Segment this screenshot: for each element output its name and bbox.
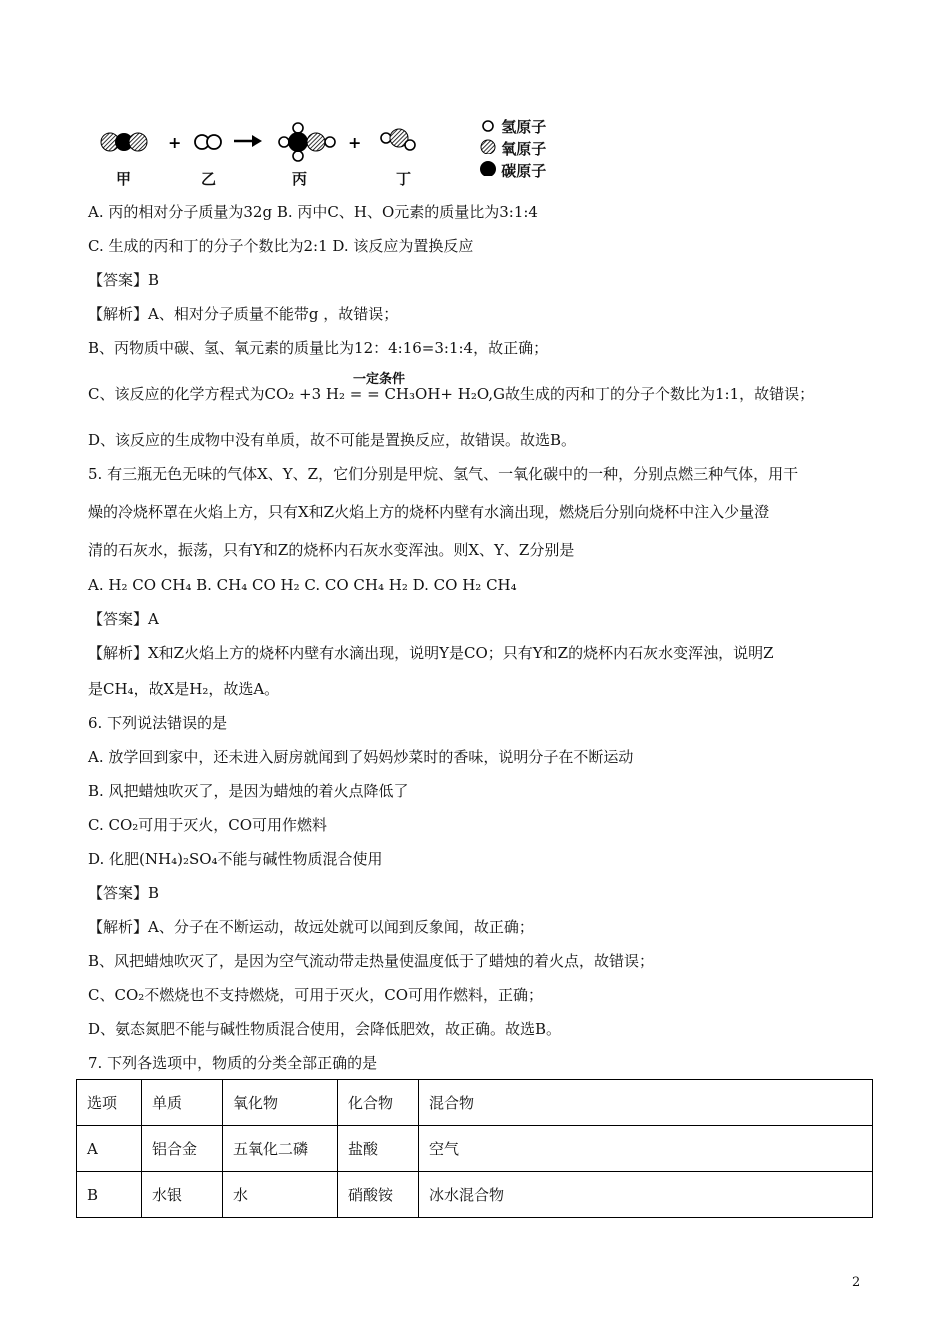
h2o-molecule <box>381 129 415 150</box>
label-ding: 丁 <box>396 170 412 188</box>
label-yi: 乙 <box>201 170 217 188</box>
table-header-cell: 化合物 <box>338 1080 419 1126</box>
legend-oxygen: 氧原子 <box>480 138 546 160</box>
classification-table <box>76 1079 873 1218</box>
table-cell: 水 <box>223 1172 338 1218</box>
table-header-cell: 混合物 <box>419 1080 873 1126</box>
oxygen-atom-icon <box>480 138 496 154</box>
option-line: A. H₂ CO CH₄ B. CH₄ CO H₂ C. CO CH₄ H₂ D. CO H₂ CH₄ <box>88 576 517 594</box>
question-text: 6. 下列说法错误的是 <box>88 714 228 732</box>
table-cell: 铝合金 <box>142 1126 223 1172</box>
table-header-row <box>77 1080 873 1126</box>
diagram-legend <box>480 116 546 182</box>
table-cell: 空气 <box>419 1126 873 1172</box>
option-line: D. 化肥(NH₄)₂SO₄不能与碱性物质混合使用 <box>88 850 383 868</box>
ch3oh-molecule <box>279 123 335 161</box>
question-text: 燥的冷烧杯罩在火焰上方，只有X和Z火焰上方的烧杯内壁有水滴出现，燃烧后分别向烧杯中注入少量澄 <box>88 503 770 521</box>
table-cell: 水银 <box>142 1172 223 1218</box>
analysis-line: B、风把蜡烛吹灭了，是因为空气流动带走热量使温度低于了蜡烛的着火点，故错误； <box>88 952 655 970</box>
question-text: 7. 下列各选项中，物质的分类全部正确的是 <box>88 1054 378 1072</box>
table-row <box>77 1126 873 1172</box>
page-number: 2 <box>852 1275 861 1290</box>
table-header-cell: 单质 <box>142 1080 223 1126</box>
hydrogen-atom-icon <box>480 118 496 132</box>
legend-hydrogen: 氢原子 <box>480 116 546 138</box>
carbon-atom-icon <box>480 160 496 176</box>
table-cell: 硝酸铵 <box>338 1172 419 1218</box>
analysis-line: 是CH₄，故X是H₂，故选A。 <box>88 680 280 698</box>
legend-carbon: 碳原子 <box>480 160 546 182</box>
option-line: C. CO₂可用于灭火，CO可用作燃料 <box>88 816 328 834</box>
question-text: 清的石灰水，振荡，只有Y和Z的烧杯内石灰水变浑浊。则X、Y、Z分别是 <box>88 541 575 559</box>
answer-label: 【答案】B <box>88 271 160 289</box>
table-row <box>77 1172 873 1218</box>
h2-molecule <box>195 135 221 149</box>
analysis-line: 【解析】A、分子在不断运动，故远处就可以闻到反象闻，故正确； <box>88 918 534 936</box>
analysis-line: 【解析】A、相对分子质量不能带g ，故错误； <box>88 305 399 323</box>
analysis-line: 【解析】X和Z火焰上方的烧杯内壁有水滴出现，说明Y是CO；只有Y和Z的烧杯内石灰水变浑浊，说明Z <box>88 644 774 662</box>
analysis-line: B、丙物质中碳、氢、氧元素的质量比为12：4:16=3:1:4，故正确； <box>88 339 549 357</box>
table-cell: 五氧化二磷 <box>223 1126 338 1172</box>
table-header-cell: 选项 <box>77 1080 142 1126</box>
reaction-condition: 一定条件 <box>353 372 406 387</box>
reaction-arrow <box>234 135 262 147</box>
analysis-line: D、氨态氮肥不能与碱性物质混合使用，会降低肥效，故正确。故选B。 <box>88 1020 562 1038</box>
table-header-cell: 氧化物 <box>223 1080 338 1126</box>
label-bing: 丙 <box>292 170 308 188</box>
question-text: 5. 有三瓶无色无味的气体X、Y、Z，它们分别是甲烷、氢气、一氧化碳中的一种，分别点燃三种气体，用干 <box>88 465 799 483</box>
option-line: A. 放学回到家中，还未进入厨房就闻到了妈妈炒菜时的香味，说明分子在不断运动 <box>88 748 634 766</box>
table-cell: 盐酸 <box>338 1126 419 1172</box>
option-line: B. 风把蜡烛吹灭了，是因为蜡烛的着火点降低了 <box>88 782 409 800</box>
answer-label: 【答案】A <box>88 610 159 628</box>
plus-sign-1: + <box>168 133 182 152</box>
option-line-cd: C. 生成的丙和丁的分子个数比为2:1 D. 该反应为置换反应 <box>88 237 474 255</box>
molecule-diagram <box>96 112 476 172</box>
co2-molecule <box>101 133 147 151</box>
option-line-ab: A. 丙的相对分子质量为32g B. 丙中C、H、O元素的质量比为3:1:4 <box>88 203 538 221</box>
analysis-line: C、该反应的化学方程式为CO₂ +3 H₂ = = CH₃OH+ H₂O,G故生成的丙和丁的分子个数比为1:1，故错误； <box>88 385 815 403</box>
plus-sign-2: + <box>348 133 362 152</box>
label-jia: 甲 <box>116 170 132 188</box>
analysis-line: D、该反应的生成物中没有单质，故不可能是置换反应，故错误。故选B。 <box>88 431 577 449</box>
table-cell: 冰水混合物 <box>419 1172 873 1218</box>
answer-label: 【答案】B <box>88 884 160 902</box>
table-cell: A <box>77 1126 142 1172</box>
table-cell: B <box>77 1172 142 1218</box>
analysis-line: C、CO₂不燃烧也不支持燃烧，可用于灭火，CO可用作燃料，正确； <box>88 986 544 1004</box>
